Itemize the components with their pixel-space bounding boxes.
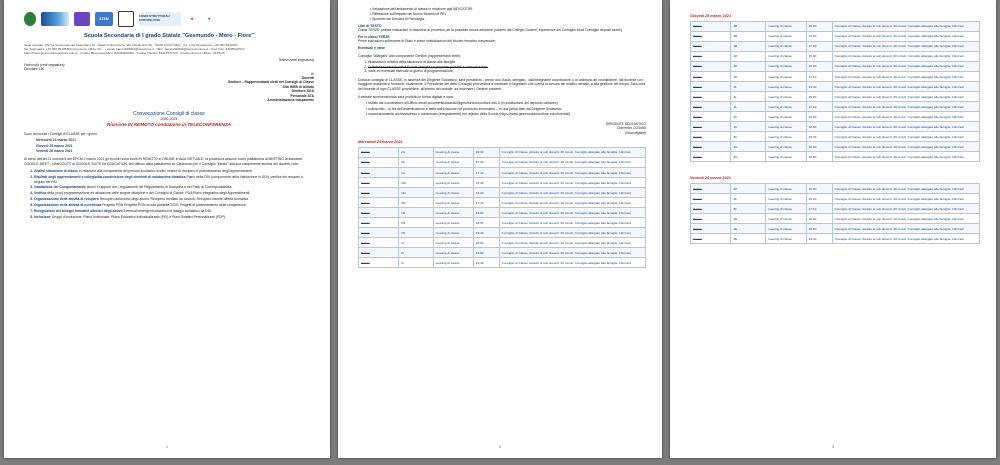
- recipient: Ai: [310, 71, 314, 76]
- recipient: Amministrazione trasparente: [267, 98, 314, 103]
- section-cell: 2I: [399, 248, 433, 258]
- recipient: Personale ATA: [290, 93, 314, 98]
- mode-cell: meeting di classe: [766, 184, 806, 194]
- school-logo: [41, 12, 69, 26]
- section-cell: 3H: [731, 184, 766, 194]
- meeting-date: Giovedì 25 marzo 2021: [36, 143, 73, 148]
- mode-cell: meeting di classe: [766, 142, 806, 152]
- section-8-intro: Consiglio "allargato" alla componente Genitori (rappresentanti eletti):: [358, 53, 461, 58]
- time-cell: 16:20: [806, 92, 832, 102]
- time-cell: 19:40: [473, 228, 499, 238]
- table-row: [691, 214, 980, 224]
- mode-cell: meeting di classe: [433, 258, 473, 268]
- time-cell: 18:00: [806, 214, 832, 224]
- table-row: [691, 194, 980, 204]
- class-label-cell: classe: [359, 228, 399, 238]
- time-cell: 18:50: [473, 248, 499, 258]
- section-cell: 3I: [399, 258, 433, 268]
- mode-cell: meeting di classe: [766, 204, 806, 214]
- time-cell: 17:10: [806, 41, 832, 51]
- time-cell: 15:30: [806, 51, 832, 61]
- section-cell: 3B: [731, 21, 766, 31]
- time-cell: 17:10: [806, 204, 832, 214]
- table-row: [691, 132, 980, 142]
- description-cell: Consiglio di Classe ristretto ai soli docenti: 40 minuti. Consiglio allargato alle famiglie: 10minuti: [499, 198, 645, 208]
- class-label-cell: classe: [691, 214, 731, 224]
- class-label-cell: classe: [691, 31, 731, 41]
- description-cell: Consiglio di Classe ristretto ai soli docenti: 40 minuti. Consiglio allargato alle famiglie: 10minuti: [832, 132, 979, 142]
- class-label-cell: classe: [691, 184, 731, 194]
- class-label-cell: classe: [691, 41, 731, 51]
- mode-cell: meeting di classe: [433, 157, 473, 167]
- app-logo: [74, 12, 90, 26]
- mode-cell: meeting di classe: [433, 248, 473, 258]
- class-label-cell: classe: [691, 72, 731, 82]
- mode-cell: meeting di classe: [766, 92, 806, 102]
- mode-cell: meeting di classe: [766, 21, 806, 31]
- mode-cell: meeting di classe: [766, 41, 806, 51]
- table-row: [359, 178, 646, 188]
- time-cell: 17:10: [806, 72, 832, 82]
- body-text: Ai sensi dell'art.21 comma 5 del DPCM 2 marzo 2021 gli incontri sono svolti IN REMOTO in ONLINE in Aula VIRTUALE, la procedura assume come piattaforma di MEETING la standard GOOGLE MEET - HANGOUTS di GOOGLE SUITE for EDUCATION, link diffuso dalla piattaforma su Classroom per il Consiglio "intrato" alla sua componente tecnica dei docenti, note:: [24, 157, 302, 166]
- mode-cell: meeting di classe: [766, 112, 806, 122]
- section-cell: 3N: [399, 218, 433, 228]
- section-cell: 2G: [731, 142, 766, 152]
- header-logos: [24, 10, 314, 28]
- time-cell: 16:20: [806, 194, 832, 204]
- mode-cell: meeting di classe: [766, 102, 806, 112]
- description-cell: Consiglio di Classe ristretto ai soli docenti: 40 minuti. Consiglio allargato alle famiglie: 10minuti: [832, 112, 979, 122]
- time-cell: 16:20: [473, 188, 499, 198]
- section-8-item: 2. Collaborazione educativa Scuola-famiglia su proposte possibili e comunicazioni.: [368, 65, 646, 69]
- table-row: [691, 51, 980, 61]
- class-label-cell: classe: [691, 112, 731, 122]
- agenda-text: Piano della DDI (componente della Valutazione in DDI), verifica dei recuperi a seguito dei PAI.: [34, 175, 303, 184]
- pon-logo-text: FONDI STRUTTURALI EUROPEI PON: [139, 14, 171, 22]
- verbale-item: • inviato dal coordinatore all'Ufficio email documentiscolastici@gesmundomorofiore.edu.it (in sostituzione del deposito cartaceo).: [366, 101, 646, 105]
- table-row: [359, 157, 646, 167]
- table-row: [691, 184, 980, 194]
- schedule-table-wednesday: [358, 147, 646, 268]
- time-cell: 17:10: [473, 168, 499, 178]
- table-row: [359, 188, 646, 198]
- class-label-cell: classe: [359, 258, 399, 268]
- section-cell: 2F: [731, 194, 766, 204]
- mode-cell: meeting di classe: [433, 238, 473, 248]
- mode-cell: meeting di classe: [433, 228, 473, 238]
- table-row: [359, 147, 646, 157]
- table-row: [691, 224, 980, 234]
- page-number: 2: [499, 445, 501, 450]
- agenda-item: [34, 175, 314, 184]
- time-cell: 15:30: [473, 147, 499, 157]
- section-cell: 2M: [399, 178, 433, 188]
- mode-cell: meeting di classe: [766, 72, 806, 82]
- time-cell: 19:40: [473, 258, 499, 268]
- section-cell: 3L: [731, 82, 766, 92]
- schedule-table-thursday: [690, 21, 980, 162]
- description-cell: Consiglio di Classe ristretto ai soli docenti: 40 minuti. Consiglio allargato alle famiglie: 10minuti: [832, 152, 979, 162]
- class-label-cell: classe: [691, 234, 731, 244]
- agenda-text: alunni e rapporti con i regolamenti nel Regolamento di Disciplina e nel Patto di Corresponsabilità.: [86, 185, 233, 190]
- section-cell: 2L: [731, 92, 766, 102]
- mode-cell: meeting di classe: [766, 31, 806, 41]
- top-item: • Valutazione dell'andamento di classe in relazione agli INDICATORI.: [370, 7, 646, 11]
- agenda-text: Recupero autonomo degli alunni; Recupero mediato da docenti; Recupero tramite offerta formativa.: [99, 197, 249, 202]
- time-cell: 18:50: [473, 218, 499, 228]
- section-cell: 3F: [731, 204, 766, 214]
- description-cell: Consiglio di Classe ristretto ai soli docenti: 40 minuti. Consiglio allargato alle famiglie: 10minuti: [832, 72, 979, 82]
- description-cell: Consiglio di Classe ristretto ai soli docenti: 40 minuti. Consiglio allargato alle famiglie: 10minuti: [499, 258, 645, 268]
- class-label-cell: classe: [359, 248, 399, 258]
- agenda-item: [34, 191, 314, 195]
- class-label-cell: classe: [691, 61, 731, 71]
- time-cell: 18:00: [473, 238, 499, 248]
- class-label-cell: classe: [359, 188, 399, 198]
- class-label-cell: classe: [691, 224, 731, 234]
- class-label-cell: classe: [691, 122, 731, 132]
- agenda-head: Organizzazione delle attività di recupero: [34, 197, 99, 202]
- class-label-cell: classe: [691, 132, 731, 142]
- school-name: Scuola Secondaria di I grado Statale "Gesmundo - Moro - Fiore": [83, 33, 255, 39]
- time-cell: 18:50: [806, 122, 832, 132]
- description-cell: Consiglio di Classe ristretto ai soli docenti: 40 minuti. Consiglio allargato alle famiglie: 10minuti: [832, 31, 979, 41]
- table-row: [691, 72, 980, 82]
- circular-number: Circolare 136: [24, 67, 45, 72]
- pon-logo: [139, 12, 181, 26]
- class-label-cell: classe: [691, 142, 731, 152]
- mode-cell: meeting di classe: [766, 61, 806, 71]
- agenda-item: [34, 169, 314, 173]
- section-8-item: 1. Illustrazione relativa della situazione di classe alle famiglie.: [368, 60, 646, 64]
- section-8-title: Eventuali e varie: [358, 45, 385, 50]
- class-label-cell: classe: [691, 102, 731, 112]
- mode-cell: meeting di classe: [766, 122, 806, 132]
- signature-role: DIRIGENTE SCOLASTICO: [605, 122, 646, 127]
- section-cell: 2A: [399, 147, 433, 157]
- description-cell: Consiglio di Classe ristretto ai soli docenti: 40 minuti. Consiglio allargato alle famiglie: 10minuti: [499, 208, 645, 218]
- verbale-item: • sottoscritto – ai fini dell'autenticazione e della archiviazione nel protocollo informatico – in una prima fase dal Dirigente Scolastico.: [366, 107, 646, 111]
- time-cell: 16:20: [473, 157, 499, 167]
- table-row: [359, 258, 646, 268]
- mode-cell: meeting di classe: [766, 82, 806, 92]
- time-cell: 18:00: [806, 142, 832, 152]
- class-label-cell: classe: [691, 194, 731, 204]
- section-cell: 1A: [399, 168, 433, 178]
- verbale-list: [366, 101, 646, 116]
- top-item: • Sportello del Servizio di Psicologia.: [370, 17, 646, 21]
- agenda-head: Analisi situazione di classe: [34, 169, 78, 174]
- agenda-list: [34, 169, 314, 219]
- agenda-head: Organizzazione delle attività di eccellenza: [34, 203, 102, 208]
- description-cell: Consiglio di Classe ristretto ai soli docenti: 40 minuti. Consiglio allargato alle famiglie: 10minuti: [832, 102, 979, 112]
- agenda-head: Valutazione del Comportamento: [34, 185, 86, 190]
- meeting-dates: [36, 138, 314, 153]
- meeting-date: Mercoledì 24 marzo 2021: [36, 138, 76, 143]
- description-cell: Consiglio di Classe ristretto ai soli docenti: 40 minuti. Consiglio allargato alle famiglie: 10minuti: [499, 228, 645, 238]
- stem-logo-text: STEM: [99, 16, 109, 21]
- mode-cell: meeting di classe: [433, 218, 473, 228]
- description-cell: Consiglio di Classe ristretto ai soli docenti: 40 minuti. Consiglio allargato alle famiglie: 10minuti: [832, 41, 979, 51]
- page-number: 3: [832, 445, 834, 450]
- time-cell: 17:10: [806, 102, 832, 112]
- paragraph-2: Il verbale summenzionato sarà prodotto in forma digitale e sarà:: [358, 94, 454, 99]
- agenda-item: [34, 203, 314, 207]
- mode-cell: meeting di classe: [433, 178, 473, 188]
- mode-cell: meeting di classe: [766, 224, 806, 234]
- section-cell: 1L: [731, 102, 766, 112]
- class-label-cell: classe: [359, 147, 399, 157]
- class-label-cell: classe: [691, 92, 731, 102]
- agenda-head: Risultati degli apprendimenti e collegialità-condivisione degli elementi di valutazione didattica: [34, 175, 186, 180]
- section-8-item: 3. Varie ed eventuali riservate al giorno di programmazione.: [368, 69, 646, 73]
- recipient: Sito WEB di Istituto: [282, 84, 314, 89]
- top-items: [370, 7, 646, 22]
- description-cell: Consiglio di Classe ristretto ai soli docenti: 40 minuti. Consiglio allargato alle famiglie: 10minuti: [832, 51, 979, 61]
- table-row: [359, 168, 646, 178]
- contact-line: Sede centrale: Piazza Gesmundo dei Salernitani 19 - Palazzo Moro-Fiore, Via Casalicchio 50 - 70038 Terlizzi (BA) - Tel. e fax Presidenza: +39 080 3511050: [24, 43, 238, 48]
- protocol: Protocollo (vedi segnatura): [24, 62, 65, 67]
- section-6-text: Classi TERZE: pratica indicazioni in relazione al processo per la possibile nuova adozione (schemi dal Collegio Docenti, esperienze dei Consiglio Modi Consiglio deposti alunni).: [358, 28, 623, 33]
- table-row: [691, 102, 980, 112]
- description-cell: Consiglio di Classe ristretto ai soli docenti: 40 minuti. Consiglio allargato alle famiglie: 10minuti: [499, 188, 645, 198]
- qr-logo: [118, 11, 134, 27]
- recipient: Docenti: [301, 76, 314, 80]
- agenda-head: Verifica: [34, 191, 47, 196]
- stem-logo: [95, 12, 113, 26]
- table-row: [691, 21, 980, 31]
- section-cell: 2A: [399, 157, 433, 167]
- section-cell: 3C: [731, 132, 766, 142]
- description-cell: Consiglio di Classe ristretto ai soli docenti: 40 minuti. Consiglio allargato alle famiglie: 10minuti: [832, 122, 979, 132]
- section-cell: 1B: [731, 41, 766, 51]
- place-date: Terlizzi (vedi segnatura): [278, 58, 314, 63]
- agenda-text: Progetto PON Progetto PON scuola parlante.2020; Progetti di potenziamento delle competenze.: [102, 203, 247, 208]
- republic-emblem-logo: [24, 12, 36, 26]
- mode-cell: meeting di classe: [433, 188, 473, 198]
- school-year: 2020-2021: [160, 117, 178, 122]
- agenda-text: Gruppi di inclusione, Piano Individuale, Piano Educativo Individualizzato (PEI) e Piani Didattici Personalizzati (PDP).: [51, 215, 226, 220]
- table-row: [691, 152, 980, 162]
- agenda-text: in relazione alla componente del periodo scolastico svolto, misure di recupero e potenziamento degli apprendimenti.: [78, 169, 253, 174]
- class-label-cell: classe: [359, 157, 399, 167]
- agenda-head: Ricognizione dei bisogni formativi ulteriori degli alunni: [34, 209, 123, 214]
- description-cell: Consiglio di Classe ristretto ai soli docenti: 40 minuti. Consiglio allargato alle famiglie: 10minuti: [832, 82, 979, 92]
- meeting-date: Venerdì 26 marzo 2021: [36, 148, 73, 153]
- document-page-2: [338, 0, 662, 458]
- recipient: Genitori – Rappresentanti eletti nei Consigli di Classe: [227, 80, 314, 85]
- recipients: [24, 72, 314, 103]
- section-cell: 2N: [399, 228, 433, 238]
- time-cell: 15:30: [806, 21, 832, 31]
- class-label-cell: classe: [359, 218, 399, 228]
- time-cell: 19:40: [806, 132, 832, 142]
- time-cell: 18:50: [806, 152, 832, 162]
- time-cell: 15:30: [806, 184, 832, 194]
- mode-cell: meeting di classe: [433, 147, 473, 157]
- description-cell: Consiglio di Classe ristretto ai soli docenti: 40 minuti. Consiglio allargato alle famiglie: 10minuti: [832, 21, 979, 31]
- recipient: Direttore SGA: [291, 89, 314, 94]
- time-cell: 19:40: [806, 234, 832, 244]
- time-cell: 18:50: [806, 224, 832, 234]
- description-cell: Consiglio di Classe ristretto ai soli docenti: 40 minuti. Consiglio allargato alle famiglie: 10minuti: [832, 142, 979, 152]
- section-cell: 1E: [731, 214, 766, 224]
- table-row: [359, 228, 646, 238]
- section-7-text: Prime indicazioni sull'esame di Stato e prime individuazioni del Nucleo tematico trasversale;: [358, 39, 496, 44]
- section-7-title: Per le classi TERZE: [358, 34, 390, 39]
- class-label-cell: classe: [691, 82, 731, 92]
- description-cell: Consiglio di Classe ristretto ai soli docenti: 40 minuti. Consiglio allargato alle famiglie: 10minuti: [832, 204, 979, 214]
- description-cell: Consiglio di Classe ristretto ai soli docenti: 40 minuti. Consiglio allargato alle famiglie: 10minuti: [832, 61, 979, 71]
- class-label-cell: classe: [691, 204, 731, 214]
- class-label-cell: classe: [691, 152, 731, 162]
- mode-cell: meeting di classe: [766, 51, 806, 61]
- schedule-table-friday: [690, 183, 980, 244]
- time-cell: 15:30: [806, 82, 832, 92]
- class-label-cell: classe: [359, 168, 399, 178]
- intro-text: Sono convocati i Consigli di CLASSE per i giorni:: [24, 131, 98, 136]
- description-cell: Consiglio di Classe ristretto ai soli docenti: 40 minuti. Consiglio allargato alle famiglie: 10minuti: [832, 234, 979, 244]
- section-cell: 1D: [731, 72, 766, 82]
- day-title-friday: Venerdì 26 marzo 2021: [690, 176, 731, 181]
- signature-note: (firma digitale): [625, 130, 646, 135]
- section-6-title: Libri di TESTO: [358, 23, 382, 28]
- document-title: Convocazione Consigli di classe: [133, 110, 205, 117]
- agenda-text: della (non) programmazione ed attuazione delle singole discipline e del Consiglio di Classe: PDA Piano Integrativo degli Apprendimenti.: [47, 191, 251, 196]
- signature-block: [358, 122, 646, 135]
- table-row: [691, 204, 980, 214]
- section-cell: 3G: [731, 152, 766, 162]
- mode-cell: meeting di classe: [766, 234, 806, 244]
- section-cell: 2E: [731, 224, 766, 234]
- page-number: 1: [166, 445, 168, 450]
- class-label-cell: classe: [359, 198, 399, 208]
- table-row: [691, 31, 980, 41]
- document-page-1: [4, 0, 330, 458]
- table-row: [359, 208, 646, 218]
- agenda-item: [34, 197, 314, 201]
- paragraph-1: Ciascun consiglio di CLASSE, in assenza del Dirigente Scolastico, sarà presieduto - previo uso d'aula, delegato - dall'insegnante coordinatore o, in assenza del coordinatore, dal docente con maggiore anzianità in funzione; ritualmente. Il Presidente del detto Consiglio provvederà a nominare il Segretario che curerà la stesura del relativo verbale, e alla gestione del tempo. Sarà cura del docente di ogni CLASSE provvedere, all'interno del verbale, ad informare i Genitori presenti.: [358, 77, 646, 91]
- time-cell: 18:00: [473, 208, 499, 218]
- table-row: [691, 142, 980, 152]
- description-cell: Consiglio di Classe ristretto ai soli docenti: 40 minuti. Consiglio allargato alle famiglie: 10minuti: [832, 214, 979, 224]
- flag-logo: ★: [186, 12, 198, 26]
- agenda-head: Inclusione: [34, 215, 51, 220]
- description-cell: Consiglio di Classe ristretto ai soli docenti: 40 minuti. Consiglio allargato alle famiglie: 10minuti: [499, 248, 645, 258]
- section-cell: 3E: [731, 234, 766, 244]
- section-cell: 3M: [399, 198, 433, 208]
- class-label-cell: classe: [359, 238, 399, 248]
- agenda-text: Eventuali emergenti situazioni di disagio scolastico da DDI.: [123, 209, 213, 214]
- time-cell: 16:20: [806, 61, 832, 71]
- description-cell: Consiglio di Classe ristretto ai soli docenti: 40 minuti. Consiglio allargato alle famiglie: 10minuti: [499, 238, 645, 248]
- description-cell: Consiglio di Classe ristretto ai soli docenti: 40 minuti. Consiglio allargato alle famiglie: 10minuti: [499, 157, 645, 167]
- section-8-list: [368, 60, 646, 73]
- table-row: [691, 82, 980, 92]
- description-cell: Consiglio di Classe ristretto ai soli docenti: 40 minuti. Consiglio allargato alle famiglie: 10minuti: [832, 224, 979, 234]
- mode-cell: meeting di classe: [433, 208, 473, 218]
- signature-name: Domenico COSMAI: [617, 126, 646, 131]
- mode-cell: meeting di classe: [766, 152, 806, 162]
- agenda-item: [34, 185, 314, 189]
- table-row: [691, 112, 980, 122]
- description-cell: Consiglio di Classe ristretto ai soli docenti: 40 minuti. Consiglio allargato alle famiglie: 10minuti: [832, 194, 979, 204]
- section-cell: 2B: [731, 31, 766, 41]
- description-cell: Consiglio di Classe ristretto ai soli docenti: 40 minuti. Consiglio allargato alle famiglie: 10minuti: [832, 92, 979, 102]
- contact-line: Tel. Segreteria: +39 080 3510836/cod.univoco ufficio UF.... - email: bamm290002@istruzione.it - PEC: bamm290002@pec.istruzione.it - Cod. Fisc. 83005920727: [24, 47, 245, 52]
- section-cell: 1M: [399, 188, 433, 198]
- table-row: [691, 92, 980, 102]
- time-cell: 15:30: [473, 178, 499, 188]
- agenda-item: [34, 209, 314, 213]
- meeting-mode-title: Riunione IN REMOTO conduzione in TELECONFERENZA: [107, 121, 231, 127]
- mode-cell: meeting di classe: [433, 168, 473, 178]
- description-cell: Consiglio di Classe ristretto ai soli docenti: 40 minuti. Consiglio allargato alle famiglie: 10minuti: [499, 218, 645, 228]
- table-row: [691, 61, 980, 71]
- section-cell: 2C: [731, 112, 766, 122]
- verbale-item: • successivamente archiviato/reso e conservato (integralmente) nel registro della Scuola (https://www.gesmundomorofiore.edu.it/verbali).: [366, 112, 646, 116]
- table-row: [359, 218, 646, 228]
- school-contacts: [24, 43, 314, 55]
- section-cell: 1I: [399, 238, 433, 248]
- class-label-cell: classe: [691, 21, 731, 31]
- mode-cell: meeting di classe: [433, 198, 473, 208]
- description-cell: Consiglio di Classe ristretto ai soli docenti: 40 minuti. Consiglio allargato alle famiglie: 10minuti: [499, 147, 645, 157]
- section-cell: 1C: [731, 122, 766, 132]
- document-page-3: [670, 0, 996, 458]
- mode-cell: meeting di classe: [766, 194, 806, 204]
- mode-cell: meeting di classe: [766, 214, 806, 224]
- table-row: [691, 41, 980, 51]
- description-cell: Consiglio di Classe ristretto ai soli docenti: 40 minuti. Consiglio allargato alle famiglie: 10minuti: [499, 178, 645, 188]
- agenda-item: [34, 215, 314, 219]
- table-row: [691, 234, 980, 244]
- class-label-cell: classe: [359, 208, 399, 218]
- day-title-wednesday: Mercoledì 24 marzo 2021: [358, 140, 403, 145]
- section-cell: 3D: [731, 61, 766, 71]
- table-row: [359, 238, 646, 248]
- table-row: [359, 248, 646, 258]
- description-cell: Consiglio di Classe ristretto ai soli docenti: 40 minuti. Consiglio allargato alle famiglie: 10minuti: [499, 168, 645, 178]
- table-row: [691, 122, 980, 132]
- time-cell: 16:20: [806, 31, 832, 41]
- time-cell: 18:00: [806, 112, 832, 122]
- top-item: • Riflessione sull'impatto del Nuovo Modello di PEI.: [370, 12, 646, 16]
- contact-line: https://www.gesmundomorofiore.edu.it/ - Codice Meccanografico: BAMM290002 - Codice Fiscale: 83437870723 - Codice univoco Ufficio: UFZTG6: [24, 51, 225, 56]
- time-cell: 17:10: [473, 198, 499, 208]
- table-row: [359, 198, 646, 208]
- class-label-cell: classe: [359, 178, 399, 188]
- day-title-thursday: Giovedì 25 marzo 2021: [690, 14, 731, 18]
- section-cell: 1N: [399, 208, 433, 218]
- class-label-cell: classe: [691, 51, 731, 61]
- mode-cell: meeting di classe: [766, 132, 806, 142]
- section-cell: 2D: [731, 51, 766, 61]
- eu-logo: ✦: [203, 12, 215, 26]
- description-cell: Consiglio di Classe ristretto ai soli docenti: 40 minuti. Consiglio allargato alle famiglie: 10minuti: [832, 184, 979, 194]
